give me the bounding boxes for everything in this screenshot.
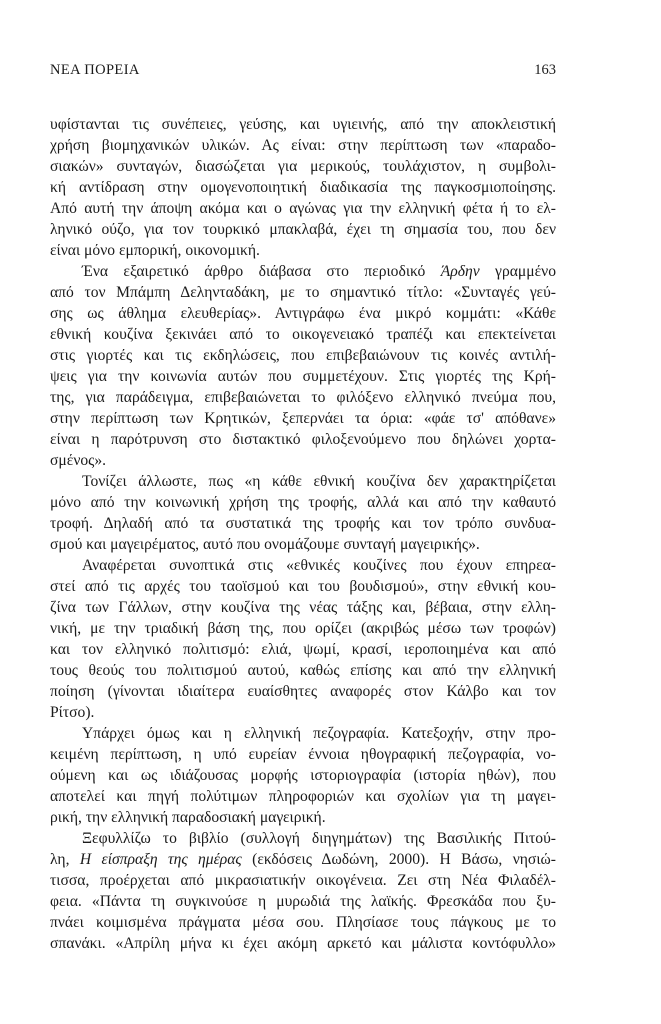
text-line: τροφή. Δηλαδή από τα συστατικά της τροφής και τον τρόπο συνδυα- bbox=[50, 515, 556, 532]
text-line: σιακών» συνταγών, διασώζεται για μερικούς, τουλάχιστον, η συμβολι- bbox=[50, 158, 556, 175]
text-line: σμένος». bbox=[50, 452, 107, 469]
text-line: από τον Μπάμπη Δεληνταδάκη, με το σημαντικό τίτλο: «Συνταγές γεύ- bbox=[50, 284, 556, 301]
text-line: σης ως άθλημα ελευθερίας». Αντιγράφω ένα μικρό κομμάτι: «Κάθε bbox=[50, 305, 556, 322]
text-line: ποίηση (γίνονται ιδιαίτερα ευαίσθητες αναφορές στον Κάλβο και τον bbox=[50, 683, 556, 700]
text-line: στις γιορτές και τις εκδηλώσεις, που επιβεβαιώνουν τις κοινές αντιλή- bbox=[50, 347, 556, 364]
text-line: ρική, την ελληνική παραδοσιακή μαγειρική. bbox=[50, 809, 326, 826]
text-line: είναι μόνο εμπορική, οικονομική. bbox=[50, 242, 260, 259]
italic-title: Άρδην bbox=[440, 263, 480, 280]
text-line: υφίστανται τις συνέπειες, γεύσης, και υγιεινής, από την αποκλειστική bbox=[50, 116, 556, 133]
text-line: Από αυτή την άποψη ακόμα και ο αγώνας για την ελληνική φέτα ή το ελ- bbox=[50, 200, 556, 217]
text-line: ούμενη και ως ιδιάζουσας μορφής ιστοριογραφία (ιστορία ηθών), που bbox=[50, 767, 556, 784]
text-line: της, για παράδειγμα, επιβεβαιώνεται το φιλόξενο ελληνικό πνεύμα που, bbox=[50, 389, 556, 406]
text-line: ζίνα των Γάλλων, στην κουζίνα της νέας τάξης και, βέβαια, στην ελλη- bbox=[50, 599, 556, 616]
text-line: αποτελεί και πηγή πολύτιμων πληροφοριών και σχολίων για τη μαγει- bbox=[50, 788, 556, 805]
text-line: Αναφέρεται συνοπτικά στις «εθνικές κουζίνες που έχουν επηρεα- bbox=[82, 557, 556, 574]
text-line: σμού και μαγειρέματος, αυτό που ονομάζουμε συνταγή μαγειρικής». bbox=[50, 536, 480, 553]
text-line: λη, Η είσπραξη της ημέρας (εκδόσεις Δωδώνη, 2000). Η Βάσω, νησιώ- bbox=[50, 851, 556, 868]
text-line: Υπάρχει όμως και η ελληνική πεζογραφία. Κατεξοχήν, στην προ- bbox=[82, 725, 556, 742]
running-header bbox=[50, 62, 556, 82]
text-line: Ένα εξαιρετικό άρθρο διάβασα στο περιοδικό Άρδην γραμμένο bbox=[82, 263, 557, 280]
text-line: τισσα, προέρχεται από μικρασιατικήν οικογένεια. Ζει στη Νέα Φιλαδέλ- bbox=[50, 872, 556, 889]
text-line: ψεις για την κοινωνία αυτών που συμμετέχουν. Στις γιορτές της Κρή- bbox=[50, 368, 556, 385]
page-number: 163 bbox=[534, 62, 556, 78]
text-line: στεί από τις αρχές του ταοϊσμού και του βουδισμού», στην εθνική κου- bbox=[50, 578, 556, 595]
running-title: ΝΕΑ ΠΟΡΕΙΑ bbox=[50, 62, 140, 78]
text-line: είναι η παρότρυνση στο διστακτικό φιλοξενούμενο που δηλώνει χορτα- bbox=[50, 431, 556, 448]
text-line: τους θεούς του πολιτισμού αυτού, καθώς επίσης και από την ελληνική bbox=[50, 662, 556, 679]
body-text bbox=[50, 114, 556, 954]
text-line: εθνική κουζίνα ξεκινάει από το οικογενειακό τραπέζι και επεκτείνεται bbox=[50, 326, 556, 343]
text-line: νική, με την τριαδική βάση της, που ορίζει (ακριβώς μέσω των τροφών) bbox=[50, 620, 556, 637]
text-line: φεια. «Πάντα τη συγκινούσε η μυρωδιά της λαϊκής. Φρεσκάδα που ξυ- bbox=[50, 893, 556, 910]
text-line: χρήση βιομηχανικών υλικών. Ας είναι: στην περίπτωση των «παραδο- bbox=[50, 137, 556, 154]
text-line: σπανάκι. «Απρίλη μήνα κι έχει ακόμη αρκετό και μάλιστα κοντόφυλλο» bbox=[50, 935, 556, 952]
text-line: κειμένη περίπτωση, η υπό ευρείαν έννοια ηθογραφική πεζογραφία, νο- bbox=[50, 746, 556, 763]
text-line: Τονίζει άλλωστε, πως «η κάθε εθνική κουζίνα δεν χαρακτηρίζεται bbox=[82, 473, 556, 490]
text-line: και τον ελληνικό πολιτισμό: ελιά, ψωμί, κρασί, ιεροποιημένα και από bbox=[50, 641, 556, 658]
text-line: ληνικό ούζο, για τον τουρκικό μπακλαβά, έχει τη σημασία του, που δεν bbox=[50, 221, 556, 238]
text-line: στην περίπτωση των Κρητικών, ξεπερνάει τα όρια: «φάε τσ' απόθανε» bbox=[50, 410, 556, 427]
text-line: Ρίτσο). bbox=[50, 704, 95, 721]
italic-title: Η είσπραξη της ημέρας bbox=[79, 851, 242, 868]
text-line: πνάει κοιμισμένα πράγματα μέσα σου. Πλησίασε τους πάγκους με το bbox=[50, 914, 556, 931]
text-line: μόνο από την κοινωνική χρήση της τροφής, αλλά και από την καθαυτό bbox=[50, 494, 556, 511]
text-line: Ξεφυλλίζω το βιβλίο (συλλογή διηγημάτων) της Βασιλικής Πιτού- bbox=[82, 830, 556, 847]
text-line: κή αντίδραση στην ομογενοποιητική διαδικασία της παγκοσμιοποίησης. bbox=[50, 179, 556, 196]
